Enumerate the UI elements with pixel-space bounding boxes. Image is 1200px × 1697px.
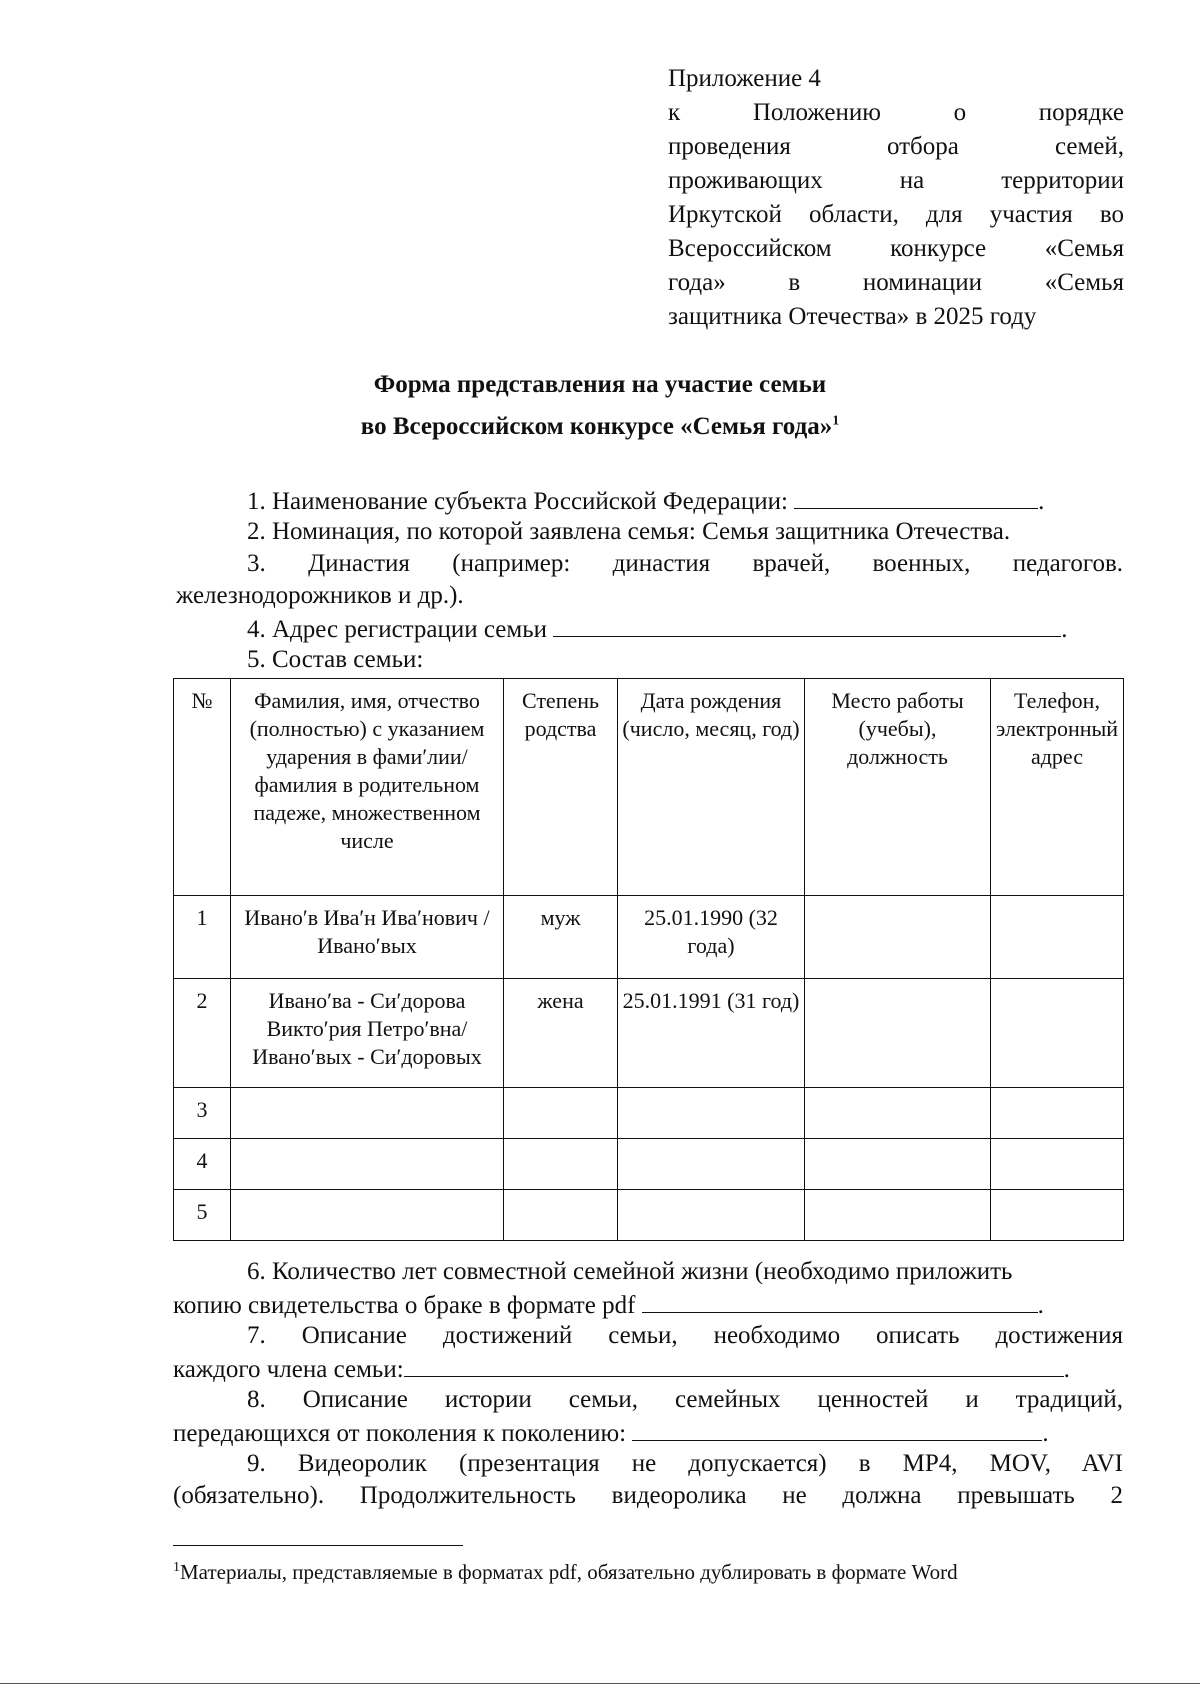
- item-8-line1: 8. Описание истории семьи, семейных ценностей и традиций,: [247, 1386, 1123, 1413]
- period: .: [1038, 488, 1045, 515]
- item-7-blank[interactable]: [404, 1352, 1064, 1377]
- cell-workplace[interactable]: [805, 1190, 991, 1241]
- header-relation: Степень родства: [504, 679, 618, 896]
- appendix-line: года» в номинации «Семья: [668, 269, 1124, 296]
- footnote-separator: [173, 1545, 463, 1546]
- cell-full-name[interactable]: Ивано′ва - Си′дорова Викто′рия Петро′вна/ Ивано′вых - Си′доровых: [231, 979, 504, 1088]
- period: .: [1063, 1356, 1070, 1383]
- footnote-reference[interactable]: 1: [832, 413, 840, 429]
- cell-contacts[interactable]: [991, 979, 1124, 1088]
- cell-number: 4: [174, 1139, 231, 1190]
- cell-contacts[interactable]: [991, 1139, 1124, 1190]
- item-7-line2: [173, 1352, 1123, 1385]
- header-number: №: [174, 679, 231, 896]
- cell-number: 5: [174, 1190, 231, 1241]
- appendix-title: Приложение 4: [668, 65, 821, 92]
- appendix-line: Иркутской области, для участия во: [668, 201, 1124, 228]
- cell-relation[interactable]: [504, 1088, 618, 1139]
- item-7-line1: 7. Описание достижений семьи, необходимо описать достижения: [247, 1322, 1123, 1349]
- appendix-block: [668, 62, 1124, 334]
- item-9-line1: 9. Видеоролик (презентация не допускается) в MP4, MOV, AVI: [247, 1450, 1123, 1477]
- appendix-line: проживающих на территории: [668, 167, 1124, 194]
- cell-number: 3: [174, 1088, 231, 1139]
- table-row: [174, 1139, 1124, 1190]
- appendix-line: проведения отбора семей,: [668, 133, 1124, 160]
- cell-birth-date[interactable]: 25.01.1990 (32 года): [618, 896, 805, 979]
- table-row: [174, 1088, 1124, 1139]
- cell-workplace[interactable]: [805, 1088, 991, 1139]
- table-row: [174, 979, 1124, 1088]
- appendix-line: к Положению о порядке: [668, 99, 1124, 126]
- item-1: [247, 484, 1123, 517]
- item-7-text: каждого члена семьи:: [173, 1356, 404, 1383]
- cell-full-name[interactable]: [231, 1139, 504, 1190]
- cell-birth-date[interactable]: [618, 1139, 805, 1190]
- cell-full-name[interactable]: Ивано′в Ива′н Ива′нович / Ивано′вых: [231, 896, 504, 979]
- page-bottom-rule: [0, 1683, 1200, 1684]
- cell-relation[interactable]: жена: [504, 979, 618, 1088]
- item-8-line2: [173, 1416, 1123, 1449]
- footnote: [173, 1558, 1123, 1586]
- cell-birth-date[interactable]: [618, 1088, 805, 1139]
- item-8-blank[interactable]: [632, 1416, 1042, 1441]
- cell-contacts[interactable]: [991, 1190, 1124, 1241]
- period: .: [1061, 616, 1068, 643]
- item-1-blank[interactable]: [794, 484, 1038, 509]
- cell-workplace[interactable]: [805, 1139, 991, 1190]
- item-5: 5. Состав семьи:: [247, 646, 424, 673]
- item-6-line1: 6. Количество лет совместной семейной жизни (необходимо приложить: [247, 1258, 1013, 1285]
- item-6-line2: [173, 1288, 1123, 1321]
- appendix-line: защитника Отечества» в 2025 году: [668, 303, 1037, 330]
- form-title: [0, 364, 1200, 448]
- form-title-line1: Форма представления на участие семьи: [373, 371, 827, 398]
- item-4-blank[interactable]: [553, 612, 1061, 637]
- cell-birth-date[interactable]: 25.01.1991 (31 год): [618, 979, 805, 1088]
- footnote-mark: 1: [173, 1560, 180, 1575]
- footnote-text: Материалы, представляемые в форматах pdf, обязательно дублировать в формате Word: [180, 1560, 958, 1584]
- cell-full-name[interactable]: [231, 1190, 504, 1241]
- cell-number: 1: [174, 896, 231, 979]
- appendix-line: Всероссийском конкурсе «Семья: [668, 235, 1124, 262]
- period: .: [1042, 1420, 1049, 1447]
- table-row: [174, 896, 1124, 979]
- item-4-text: 4. Адрес регистрации семьи: [247, 616, 547, 643]
- header-full-name: Фамилия, имя, отчество (полностью) с указанием ударения в фами′лии/ фамилия в родительном падеже, множественном числе: [231, 679, 504, 896]
- item-1-text: 1. Наименование субъекта Российской Федерации:: [247, 488, 788, 515]
- cell-relation[interactable]: [504, 1139, 618, 1190]
- table-row: [174, 1190, 1124, 1241]
- cell-birth-date[interactable]: [618, 1190, 805, 1241]
- item-3-line1: 3. Династия (например: династия врачей, военных, педагогов.: [247, 550, 1123, 577]
- header-birth-date: Дата рождения (число, месяц, год): [618, 679, 805, 896]
- family-members-table: [173, 678, 1124, 1241]
- cell-contacts[interactable]: [991, 896, 1124, 979]
- cell-workplace[interactable]: [805, 979, 991, 1088]
- item-3-line2: железнодорожников и др.).: [176, 582, 464, 609]
- cell-contacts[interactable]: [991, 1088, 1124, 1139]
- item-6-blank[interactable]: [642, 1288, 1038, 1313]
- form-title-text: во Всероссийском конкурсе «Семья года»: [360, 413, 833, 440]
- cell-relation[interactable]: [504, 1190, 618, 1241]
- item-4: [247, 612, 1123, 645]
- form-title-line2: [0, 406, 1200, 448]
- table-header-row: [174, 679, 1124, 896]
- item-8-text: передающихся от поколения к поколению:: [173, 1420, 627, 1447]
- cell-workplace[interactable]: [805, 896, 991, 979]
- cell-number: 2: [174, 979, 231, 1088]
- period: .: [1037, 1292, 1044, 1319]
- header-contacts: Телефон, электронный адрес: [991, 679, 1124, 896]
- header-workplace: Место работы (учебы), должность: [805, 679, 991, 896]
- item-9-line2: (обязательно). Продолжительность видеоролика не должна превышать 2: [173, 1482, 1123, 1509]
- cell-relation[interactable]: муж: [504, 896, 618, 979]
- item-2: 2. Номинация, по которой заявлена семья: Семья защитника Отечества.: [247, 518, 1011, 545]
- cell-full-name[interactable]: [231, 1088, 504, 1139]
- item-6-text: копию свидетельства о браке в формате pdf: [173, 1292, 636, 1319]
